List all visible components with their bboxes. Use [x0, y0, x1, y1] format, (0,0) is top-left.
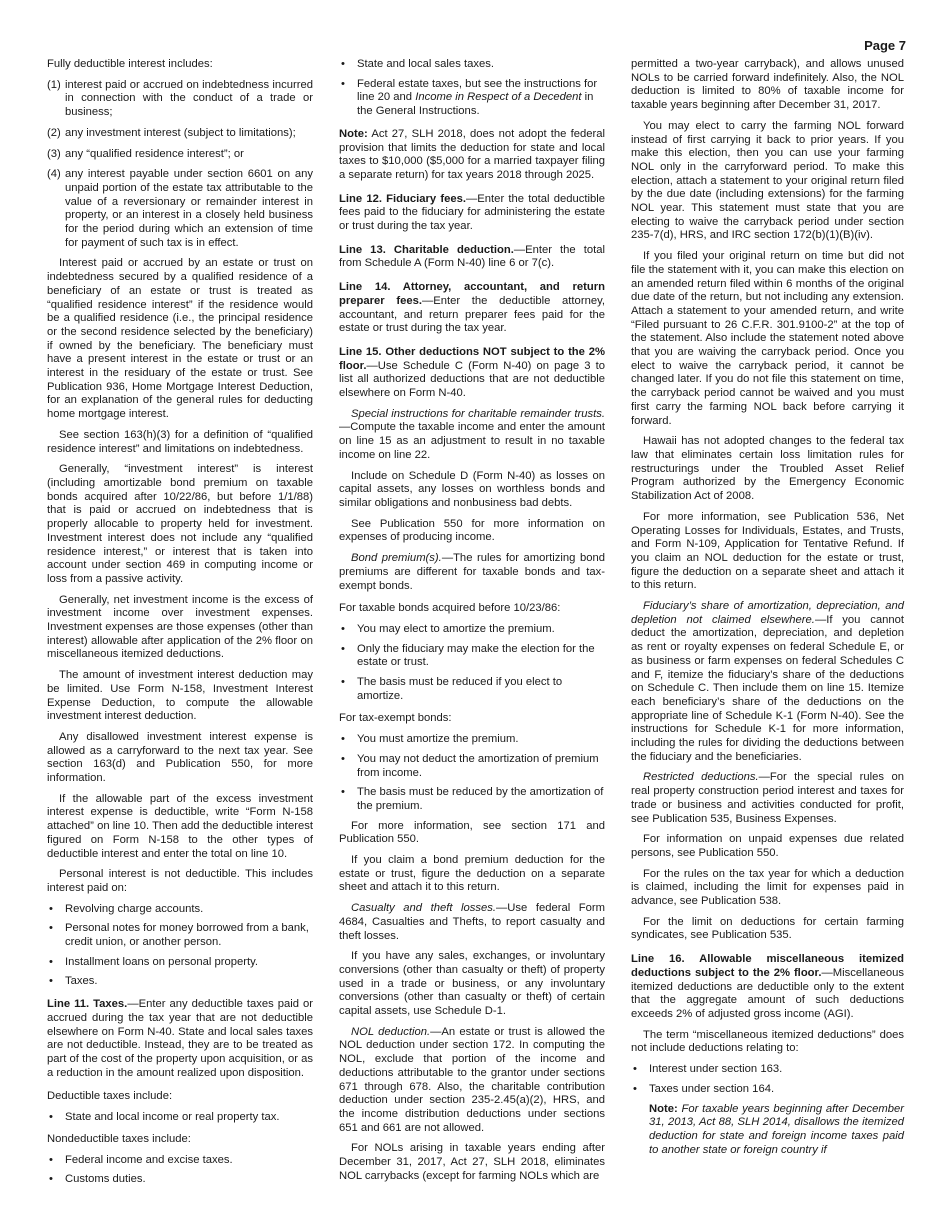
line-16-text: —Miscellaneous itemized deductions are deductible only to the extent that the aggregate amount of such deductions exceeds 2% of adjusted gross income (AGI). — [631, 966, 904, 1020]
deductible-taxes-intro: Deductible taxes include: — [47, 1090, 173, 1103]
note-foreign-taxes — [631, 1103, 904, 1158]
bullet-item — [47, 956, 313, 970]
bullet-icon: • — [341, 622, 345, 635]
line-15-heading: Line 15. Other deductions NOT subject to the 2% floor. — [339, 345, 605, 372]
taxable-bonds-intro: For taxable bonds acquired before 10/23/86: — [339, 602, 561, 615]
casualty-theft-text: —Use federal Form 4684, Casualties and Thefts, to report casualty and theft losses. — [339, 902, 605, 942]
bullet-text: Taxes under section 164. — [649, 1082, 775, 1095]
bullet-text: Installment loans on personal property. — [65, 955, 259, 968]
bullet-icon: • — [49, 975, 53, 988]
paragraph-deduction-limit: The amount of investment interest deduction may be limited. Use Form N-158, Investment Interest Expense Deduction, to compute the allowable investment interest deduction. — [47, 669, 313, 723]
bullet-icon: • — [633, 1082, 637, 1095]
line-16-section — [631, 953, 904, 1022]
bullet-icon: • — [49, 922, 53, 935]
bond-premium-text: —The rules for amortizing bond premiums are different for taxable bonds and tax-exempt bonds. — [339, 552, 605, 592]
bullet-text: Customs duties. — [65, 1173, 146, 1186]
bullet-item — [47, 922, 313, 949]
paragraph-allowable-part: If the allowable part of the excess investment interest expense is deductible, write “Form N-158 attached” on line 10. Then add the deductible interest figured on Form N-158 to the other types of deductible interest and enter the total on line 10. — [47, 792, 313, 860]
casualty-theft — [339, 902, 605, 943]
paragraph-section-171: For more information, see section 171 and Publication 550. — [339, 819, 605, 846]
bullet-icon: • — [341, 786, 345, 799]
restricted-deductions-text: —For the special rules on real property construction period interest and taxes for trade or business and activities conducted for profit, see Publication 535, Business Expenses. — [631, 771, 904, 825]
paragraph-unpaid-expenses: For information on unpaid expenses due related persons, see Publication 550. — [631, 833, 904, 859]
note-heading: Note: — [339, 127, 368, 140]
bond-premium-heading: Bond premium(s). — [351, 552, 442, 565]
bullet-item — [47, 975, 313, 989]
line-16-heading: Line 16. Allowable miscellaneous itemized deductions subject to the 2% floor. — [631, 953, 904, 979]
bullet-item — [339, 623, 605, 637]
list-item — [47, 127, 313, 141]
line-13-text: —Enter the total from Schedule A (Form N-40) line 6 or 7(c). — [339, 243, 606, 270]
bullet-text: State and local sales taxes. — [357, 58, 494, 70]
bullet-item — [339, 676, 605, 703]
paragraph-carryforward: Any disallowed investment interest expense is allowed as a carryforward to the next tax year. See section 163(d) and Publication 550, for more information. — [47, 730, 313, 785]
bullet-text: Revolving charge accounts. — [65, 902, 204, 915]
line-11-heading: Line 11. Taxes. — [47, 998, 128, 1011]
paragraph-personal-interest: Personal interest is not deductible. This includes interest paid on: — [47, 868, 313, 894]
bullet-icon: • — [49, 902, 53, 915]
fed-estate-text-b: in the General Instructions. — [357, 91, 594, 118]
paragraph-bond-claim: If you claim a bond premium deduction for the estate or trust, figure the deduction on a separate sheet and attach it to this return. — [339, 854, 605, 894]
fiduciary-share-text: —If you cannot deduct the amortization, depreciation, and depletion as rent or royalty expenses on federal Schedule E, or as business or farm expenses on federal Schedules C and F, itemize the fiduciary’s share of the deductions on Schedule C. Then include them on line 15. Itemize each beneficiary’s share of the deductions on the appropriate line of Schedule K-1 (Form N-40). See the instructions for Schedule K-1 for more information, including the rules for dividing the deductions between the fiduciary and the beneficiaries. — [631, 613, 904, 763]
paragraph-farming-nol: You may elect to carry the farming NOL forward instead of first carrying it back to prior years. If you make this election, then you can use your farming NOL only in the carryforward period. To make this election, attach a statement to your original return filed by the due date (including extensions) for the farming NOL year. This statement must state that you are electing to waive the carryback period under section 235-7(d), HRS, and IRC section 172(b)(1)(B)(iv). — [631, 119, 904, 242]
note-salt — [339, 128, 605, 183]
paragraph-farming-syndicates: For the limit on deductions for certain farming syndicates, see Publication 535. — [631, 915, 904, 942]
bullet-icon: • — [49, 955, 53, 968]
line-11-section — [47, 998, 313, 1080]
page-number: Page 7 — [864, 38, 906, 53]
line-12-section — [339, 193, 605, 234]
column-left — [47, 58, 313, 1193]
item-text: any interest payable under section 6601 on any unpaid portion of the estate tax attributable to the value of a reversionary or remainder interest in property, or an interest in a closely held business for the period during which an extension of time for payment of such tax is in effect. — [65, 168, 313, 249]
paragraph-schedule-d: Include on Schedule D (Form N-40) as losses on capital assets, any losses on worthless bonds and similar obligations and nonbusiness bad debts. — [339, 469, 605, 509]
fed-estate-text-a: Federal estate taxes, but see the instructions for line 20 and — [357, 77, 598, 104]
bullet-icon: • — [49, 1173, 53, 1186]
paragraph-amended-return: If you filed your original return on time but did not file the statement with it, you can make this election on an amended return filed within 6 months of the original due date of the return, but not including any extension. Attach a statement to your amended return, and write “Filed pursuant to 26 C.F.R. 301.9100-2” at the top of the statement. Also include the statement noted above that you are waiving the carryback period. Once you elect to waive the carryback period, it cannot be changed later. If you do not file this statement on time, the carryback period cannot be waived and you must first carry the farming NOL back before carrying it forward. — [631, 250, 904, 427]
bullet-icon: • — [341, 642, 345, 655]
bullet-text: You may not deduct the amortization of premium from income. — [357, 752, 599, 779]
bullet-item — [339, 78, 605, 119]
column-right — [631, 58, 904, 1164]
paragraph-qualified-residence: Interest paid or accrued by an estate or trust on indebtedness secured by a qualified residence of a beneficiary of an estate or trust is treated as “qualified residence interest” if the residence would be a qualified residence (i.e., the principal residence or the second residence selected by the beneficiary) if owned by the beneficiary. The beneficiary must have a present interest in the estate or trust or an interest in the residuary of the estate or trust. See Publication 936, Home Mortgage Interest Deduction, for an explanation of the general rules for deducting home mortgage interest. — [47, 257, 313, 421]
bond-premium — [339, 552, 605, 593]
paragraph-hawaii: Hawaii has not adopted changes to the federal tax law that eliminates certain loss limitation rules for restructurings under the Troubled Asset Relief Program authorized by the Emergency Economic Stabilization Act of 2008. — [631, 435, 904, 503]
bullet-item — [339, 643, 605, 670]
line-11-text: —Enter any deductible taxes paid or accrued during the tax year that are not deductible elsewhere on Form N-40. State and local sales taxes are not deductible. Instead, they are to be treated as part of the cost of the property upon acquisition, or as a reduction in the amount realized upon disposition. — [47, 998, 314, 1079]
fully-deductible-intro: Fully deductible interest includes: — [47, 58, 213, 70]
bullet-item — [339, 58, 605, 72]
casualty-theft-heading: Casualty and theft losses. — [351, 902, 497, 915]
nol-deduction-heading: NOL deduction. — [351, 1025, 431, 1038]
fiduciary-share — [631, 600, 904, 764]
bullet-icon: • — [49, 1153, 53, 1166]
paragraph-nol-2017: For NOLs arising in taxable years ending after December 31, 2017, Act 27, SLH 2018, eliminates NOL carrybacks (except for farming NOLs which are — [339, 1142, 605, 1182]
nondeductible-taxes-intro: Nondeductible taxes include: — [47, 1132, 191, 1145]
bullet-text — [357, 78, 605, 119]
paragraph-investment-interest: Generally, “investment interest” is interest (including amortizable bond premium on taxable bonds acquired after 10/22/86, but before 1/1/88) that is paid or accrued on indebtedness that is properly allocable to property held for investment. Investment interest does not include any “qualified residence interest,” or interest that is taken into account under section 469 in computing income or loss from a passive activity. — [47, 463, 313, 585]
note-text: Act 27, SLH 2018, does not adopt the federal provision that limits the deduction for state and local taxes to $10,000 ($5,000 for a married taxpayer filing a separate return) for tax years 2018 through 2025. — [339, 127, 605, 181]
line-12-heading: Line 12. Fiduciary fees. — [339, 192, 467, 205]
fiduciary-share-heading: Fiduciary’s share of amortization, depreciation, and depletion not claimed elsewhere. — [631, 600, 904, 626]
note-heading: Note: — [649, 1102, 678, 1115]
item-number: (1) — [47, 78, 61, 91]
bullet-text: Taxes. — [65, 975, 98, 988]
nol-deduction — [339, 1026, 605, 1136]
bullet-text: Interest under section 163. — [649, 1063, 783, 1076]
line-14-heading: Line 14. Attorney, accountant, and return preparer fees. — [339, 281, 605, 307]
bullet-icon: • — [341, 676, 345, 689]
item-number: (4) — [47, 168, 61, 181]
bullet-icon: • — [341, 733, 345, 746]
bullet-item — [339, 733, 605, 747]
bullet-icon: • — [341, 752, 345, 765]
paragraph-pub550: See Publication 550 for more information on expenses of producing income. — [339, 517, 605, 544]
bullet-text: The basis must be reduced if you elect to amortize. — [357, 676, 563, 702]
paragraph-163h: See section 163(h)(3) for a definition of “qualified residence interest” and limitations on indebtedness. — [47, 428, 313, 455]
list-item — [47, 148, 313, 162]
paragraph-tax-year-rules: For the rules on the tax year for which a deduction is claimed, including the limit for expenses paid in advance, see Publication 538. — [631, 867, 904, 908]
list-item — [47, 168, 313, 250]
item-number: (2) — [47, 126, 61, 139]
paragraph-nol-continued: permitted a two-year carryback), and allows unused NOLs to be carried forward indefinitely. Also, the NOL deduction is limited to 80% of taxable income for taxable years beginning after December 31, 2017. — [631, 58, 904, 112]
restricted-deductions — [631, 771, 904, 826]
line-13-section — [339, 244, 605, 271]
bullet-text: The basis must be reduced by the amortization of the premium. — [357, 786, 604, 812]
bullet-text: You may elect to amortize the premium. — [357, 622, 555, 635]
bullet-item — [631, 1063, 904, 1077]
note-text: For taxable years beginning after December 31, 2013, Act 88, SLH 2014, disallows the itemized deduction for state and foreign income taxes paid to another state or foreign country if — [649, 1102, 904, 1156]
line-15-section — [339, 346, 605, 401]
paragraph-misc-term: The term “miscellaneous itemized deductions” does not include deductions relating to: — [631, 1028, 904, 1055]
line-14-section — [339, 281, 605, 336]
line-14-text: —Enter the deductible attorney, accountant, and return preparer fees paid for the estate or trust during the tax year. — [339, 294, 605, 335]
paragraph-involuntary: If you have any sales, exchanges, or involuntary conversions (other than casualty or theft) of property used in a trade or business, or any involuntary conversions (other than casualty or theft) of certain capital assets, use Schedule D-1. — [339, 950, 605, 1018]
bullet-item — [339, 753, 605, 780]
bullet-icon: • — [341, 77, 345, 90]
bullet-text: You must amortize the premium. — [357, 733, 519, 746]
restricted-deductions-heading: Restricted deductions. — [643, 771, 759, 784]
bullet-text: Federal income and excise taxes. — [65, 1153, 233, 1166]
bullet-text: Personal notes for money borrowed from a bank, credit union, or another person. — [65, 922, 309, 949]
bullet-item — [339, 786, 605, 813]
bullet-item — [47, 1111, 313, 1125]
bullet-item — [47, 903, 313, 917]
bullet-item — [47, 1154, 313, 1168]
bullet-icon: • — [341, 58, 345, 70]
paragraph-pub536: For more information, see Publication 536, Net Operating Losses for Individuals, Estates, and Trusts, and Form N-109, Application for Tentative Refund. If you claim an NOL deduction for the estate or trust, figure the deduction on a separate sheet and attach it to this return. — [631, 510, 904, 592]
bullet-item — [631, 1083, 904, 1097]
item-text: any “qualified residence interest”; or — [65, 147, 244, 160]
item-text: any investment interest (subject to limitations); — [65, 126, 296, 139]
list-item — [47, 79, 313, 120]
bullet-icon: • — [49, 1111, 53, 1124]
nol-deduction-text: —An estate or trust is allowed the NOL deduction under section 172. In computing the NOL, exclude that portion of the income and deductions attributable to the grantor under sections 671 through 678. Also, the charitable contribution deduction under section 235-2.45(a)(2), HRS, and the income distribution deductions under sections 651 and 661 are not allowed. — [339, 1025, 605, 1134]
special-instructions-heading: Special instructions for charitable remainder trusts. — [351, 407, 605, 420]
paragraph-net-investment: Generally, net investment income is the excess of investment income over investment expenses. Investment expenses are those expenses (other than interest) allowable after application of the 2% floor on miscellaneous itemized deductions. — [47, 593, 313, 661]
exempt-bonds-intro: For tax-exempt bonds: — [339, 712, 452, 725]
bullet-item — [47, 1173, 313, 1187]
column-middle — [339, 58, 605, 1191]
line-13-heading: Line 13. Charitable deduction. — [339, 243, 514, 256]
special-instructions — [339, 408, 605, 463]
bullet-text: State and local income or real property tax. — [65, 1111, 280, 1124]
bullet-icon: • — [633, 1063, 637, 1076]
bullet-text: Only the fiduciary may make the election for the estate or trust. — [357, 642, 595, 669]
line-12-text: —Enter the total deductible fees paid to the fiduciary for administering the estate or trust during the tax year. — [339, 192, 605, 233]
item-number: (3) — [47, 147, 61, 160]
line-15-text: —Use Schedule C (Form N-40) on page 3 to list all authorized deductions that are not deductible elsewhere on Form N-40. — [339, 359, 605, 400]
item-text: interest paid or accrued on indebtedness incurred in connection with the conduct of a trade or business; — [65, 78, 313, 119]
fed-estate-ird: Income in Respect of a Decedent — [415, 91, 582, 104]
special-instructions-text: —Compute the taxable income and enter the amount on line 15 as an adjustment to result in no taxable income on line 22. — [339, 421, 605, 461]
